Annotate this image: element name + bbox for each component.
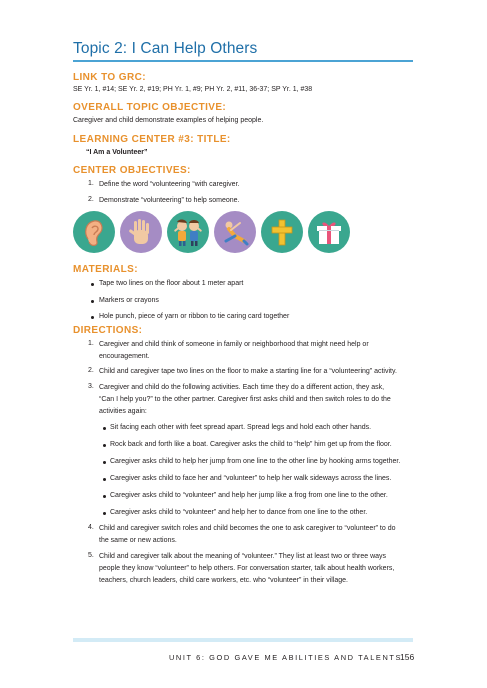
direction-text: Child and caregiver talk about the meaning of “volunteer.” They list at least two or three ways bbox=[99, 553, 387, 560]
ear-icon bbox=[73, 211, 115, 253]
list-number: 3. bbox=[88, 383, 94, 390]
direction-text: Child and caregiver tape two lines on the floor to make a starting line for a “volunteering” activity. bbox=[99, 368, 397, 375]
bullet bbox=[91, 283, 94, 286]
direction-text: the same or new actions. bbox=[99, 537, 177, 544]
direction-text: people they know “volunteer” to help others. For conversation starter, talk about health workers, bbox=[99, 565, 395, 572]
bullet bbox=[91, 300, 94, 303]
bullet bbox=[103, 444, 106, 447]
bullet bbox=[103, 427, 106, 430]
direction-text: “Can I help you?” to the other partner. Caregiver first asks child and then switch roles to do the bbox=[99, 396, 391, 403]
direction-text: teachers, church leaders, child care workers, etc. who “volunteer” in their village. bbox=[99, 577, 348, 584]
activity-item: Caregiver asks child to “volunteer” and help her jump like a frog from one line to the other. bbox=[110, 492, 388, 499]
direction-text: activities again: bbox=[99, 408, 147, 415]
title-underline bbox=[73, 60, 413, 62]
page-number: 156 bbox=[400, 652, 415, 662]
materials-item: Tape two lines on the floor about 1 meter apart bbox=[99, 280, 244, 287]
activity-item: Rock back and forth like a boat. Caregiver asks the child to “help” him get up from the floor. bbox=[110, 441, 392, 448]
direction-text: Child and caregiver switch roles and child becomes the one to ask caregiver to “volunteer” to do bbox=[99, 525, 396, 532]
link-text: SE Yr. 1, #14; SE Yr. 2, #19; PH Yr. 1, #9; PH Yr. 2, #11, 36-37; SP Yr. 1, #38 bbox=[73, 86, 313, 93]
activity-item: Caregiver asks child to face her and “volunteer” to help her walk sideways across the lines. bbox=[110, 475, 392, 482]
materials-heading: MATERIALS: bbox=[73, 264, 138, 275]
list-number: 5. bbox=[88, 552, 94, 559]
topic-title: Topic 2: I Can Help Others bbox=[73, 40, 258, 57]
gift-icon bbox=[308, 211, 350, 253]
bullet bbox=[103, 478, 106, 481]
list-number: 2. bbox=[88, 367, 94, 374]
bullet bbox=[103, 461, 106, 464]
list-number: 1. bbox=[88, 340, 94, 347]
link-heading: LINK TO GRC: bbox=[73, 72, 146, 83]
center-objectives-heading: CENTER OBJECTIVES: bbox=[73, 165, 191, 176]
domain-icons-row bbox=[73, 211, 393, 255]
footer-unit-title: UNIT 6: GOD GAVE ME ABILITIES AND TALENTS bbox=[169, 653, 403, 662]
center-objective-item: Define the word “volunteering “with caregiver. bbox=[99, 181, 240, 188]
hand-icon bbox=[120, 211, 162, 253]
direction-text: Caregiver and child think of someone in family or neighborhood that might need help or bbox=[99, 341, 369, 348]
activity-item: Sit facing each other with feet spread apart. Spread legs and hold each other hands. bbox=[110, 424, 372, 431]
center-title: “I Am a Volunteer” bbox=[86, 149, 148, 156]
objective-heading: OVERALL TOPIC OBJECTIVE: bbox=[73, 102, 227, 113]
materials-item: Hole punch, piece of yarn or ribbon to tie caring card together bbox=[99, 313, 290, 320]
direction-text: encouragement. bbox=[99, 353, 150, 360]
list-number: 4. bbox=[88, 524, 94, 531]
bullet bbox=[103, 495, 106, 498]
list-number: 1. bbox=[88, 180, 94, 187]
cross-icon bbox=[261, 211, 303, 253]
direction-text: Caregiver and child do the following activities. Each time they do a different action, they ask, bbox=[99, 384, 385, 391]
materials-item: Markers or crayons bbox=[99, 297, 159, 304]
activity-item: Caregiver asks child to “volunteer” and help her to dance from one line to the other. bbox=[110, 509, 368, 516]
bullet bbox=[103, 512, 106, 515]
children-icon bbox=[167, 211, 209, 253]
directions-heading: DIRECTIONS: bbox=[73, 325, 143, 336]
list-number: 2. bbox=[88, 196, 94, 203]
footer-rule bbox=[73, 638, 413, 642]
activity-item: Caregiver asks child to help her jump from one line to the other line by hooking arms together. bbox=[110, 458, 401, 465]
objective-text: Caregiver and child demonstrate examples of helping people. bbox=[73, 117, 264, 124]
exercise-icon bbox=[214, 211, 256, 253]
center-objective-item: Demonstrate “volunteering” to help someone. bbox=[99, 197, 240, 204]
bullet bbox=[91, 316, 94, 319]
center-heading: LEARNING CENTER #3: TITLE: bbox=[73, 134, 231, 145]
